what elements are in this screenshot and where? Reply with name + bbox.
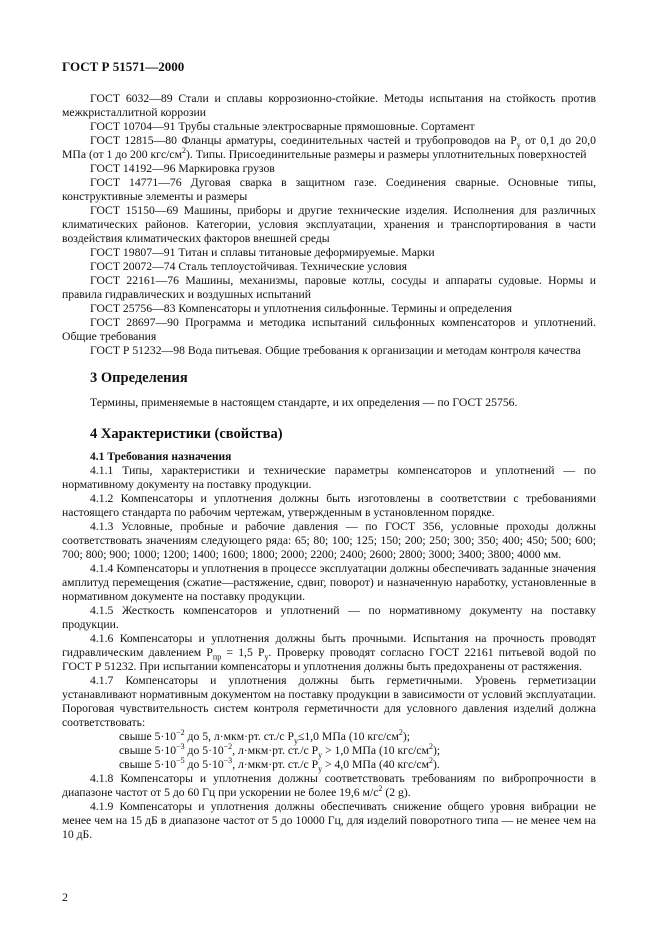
section-3-heading: 3 Определения (90, 370, 188, 386)
clause-4-1-5: 4.1.5 Жесткость компенсаторов и уплотнений — по нормативному документу на поставку продукции. (62, 604, 596, 631)
section-3-text: Термины, применяемые в настоящем стандарте, и их определения — по ГОСТ 25756. (90, 396, 518, 409)
reference-item: ГОСТ 14192—96 Маркировка грузов (90, 162, 275, 175)
reference-item: ГОСТ 12815—80 Фланцы арматуры, соединительных частей и трубопроводов на $P_у$ от 0,1 до 20,0 МПа (от 1 до 200 кгс/$см^2$). Типы. Присоединительные размеры и размеры уплотнительных поверхностей (62, 134, 596, 161)
section-4-heading: 4 Характеристики (свойства) (90, 426, 283, 442)
reference-item: ГОСТ 14771—76 Дуговая сварка в защитном газе. Соединения сварные. Основные типы, конструктивные элементы и размеры (62, 176, 596, 203)
clause-4-1-1: 4.1.1 Типы, характеристики и технические параметры компенсаторов и уплотнений — по нормативному документу на поставку продукции. (62, 464, 596, 491)
reference-item: ГОСТ 6032—89 Стали и сплавы коррозионно-стойкие. Методы испытания на стойкость против межкристаллитной коррозии (62, 92, 596, 119)
page-number: 2 (62, 890, 68, 904)
leak-threshold-line-2: свыше $5\cdot 10^{-3}$ до $5\cdot 10^{-2}$, л·мкм·рт. ст./с $P_у > 1,0$ МПа (10 кгс/$см^2$); (119, 742, 441, 760)
leak-threshold-line-3: свыше $5\cdot 10^{-5}$ до $5\cdot 10^{-3}$, л·мкм·рт. ст./с $P_у > 4,0$ МПа (40 кгс/$см^2$). (119, 756, 440, 774)
leak-threshold-line-1: свыше $5\cdot 10^{-2}$ до 5, л·мкм·рт. ст./с $P_у\le 1,0$ МПа (10 кгс/$см^2$); (119, 728, 411, 746)
clause-4-1-3: 4.1.3 Условные, пробные и рабочие давления — по ГОСТ 356, условные проходы должны соответствовать значениям следующего ряда: 65; 80; 100; 125; 150; 200; 250; 300; 350; 400; 450; 500; 600; 700; 800; 900; 1000; 1200; 1400; 1600; 1800; 2000; 2200; 2400; 2600; 2800; 3000; 3400; 3800; 4000 мм. (62, 520, 596, 561)
reference-item: ГОСТ Р 51232—98 Вода питьевая. Общие требования к организации и методам контроля качества (90, 344, 581, 357)
clause-4-1-7: 4.1.7 Компенсаторы и уплотнения должны быть герметичными. Уровень герметизации устанавливают нормативным документом на поставку продукции в зависимости от условий эксплуатации. Пороговая чувствительность систем контроля герметичности для условного давления изделий должна соответствовать: (62, 674, 596, 729)
clause-4-1-9: 4.1.9 Компенсаторы и уплотнения должны обеспечивать снижение общего уровня вибрации не менее чем на 15 дБ в диапазоне частот от 5 до 10000 Гц, для изделий поворотного типа — не менее чем на 10 дБ. (62, 800, 596, 841)
reference-item: ГОСТ 22161—76 Машины, механизмы, паровые котлы, сосуды и аппараты судовые. Нормы и правила гидравлических и воздушных испытаний (62, 274, 596, 301)
reference-item: ГОСТ 28697—90 Программа и методика испытаний сильфонных компенсаторов и уплотнений. Общие требования (62, 316, 596, 343)
reference-item: ГОСТ 10704—91 Трубы стальные электросварные прямошовные. Сортамент (90, 120, 475, 133)
reference-item: ГОСТ 19807—91 Титан и сплавы титановые деформируемые. Марки (90, 246, 435, 259)
document-header: ГОСТ Р 51571—2000 (62, 59, 185, 74)
clause-4-1-2: 4.1.2 Компенсаторы и уплотнения должны быть изготовлены в соответствии с требованиями настоящего стандарта по рабочим чертежам, утвержденным в установленном порядке. (62, 492, 596, 519)
clause-4-1-6: 4.1.6 Компенсаторы и уплотнения должны быть прочными. Испытания на прочность проводят гидравлическим давлением $P_{пр} = 1,5$ $P_у$. Проверку проводят согласно ГОСТ 22161 питьевой водой по ГОСТ Р 51232. При испытании компенсаторы и уплотнения должны быть предохранены от растяжения. (62, 632, 596, 673)
clause-4-1-8: 4.1.8 Компенсаторы и уплотнения должны соответствовать требованиям по вибропрочности в диапазоне частот от 5 до 60 Гц при ускорении не более 19,6 $м/с^2$ (2 g). (62, 772, 596, 799)
reference-item: ГОСТ 15150—69 Машины, приборы и другие технические изделия. Исполнения для различных климатических районов. Категории, условия эксплуатации, хранения и транспортирования в части воздействия климатических факторов внешней среды (62, 204, 596, 245)
document-body (62, 92, 596, 842)
reference-item: ГОСТ 25756—83 Компенсаторы и уплотнения сильфонные. Термины и определения (90, 302, 512, 315)
subsection-4-1-heading: 4.1 Требования назначения (90, 451, 232, 463)
reference-item: ГОСТ 20072—74 Сталь теплоустойчивая. Технические условия (90, 260, 407, 273)
clause-4-1-4: 4.1.4 Компенсаторы и уплотнения в процессе эксплуатации должны обеспечивать заданные значения амплитуд перемещения (сжатие—растяжение, сдвиг, поворот) и назначенную наработку, установленные в нормативном документе на поставку продукции. (62, 562, 596, 603)
